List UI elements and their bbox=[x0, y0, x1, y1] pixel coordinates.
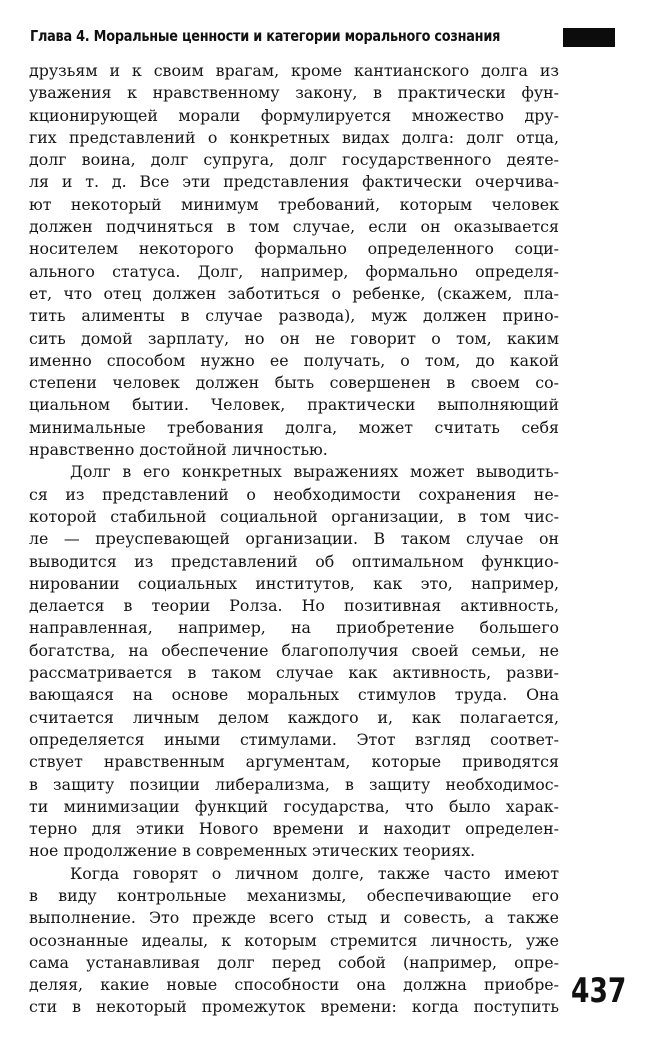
body-text bbox=[29, 60, 559, 1019]
text-line: делается в теории Ролза. Но позитивная активность, bbox=[29, 596, 559, 616]
text-line: ля и т. д. Все эти представления фактически очерчива- bbox=[29, 172, 559, 192]
header-black-bar bbox=[563, 28, 615, 47]
text-line: ет, что отец должен заботиться о ребенке, (скажем, пла- bbox=[29, 283, 559, 303]
text-line: ют некоторый минимум требований, которым человек bbox=[29, 194, 559, 214]
text-line: ствует нравственным аргументам, которые приводятся bbox=[29, 752, 559, 772]
text-line: богатства, на обеспечение благополучия своей семьи, не bbox=[29, 640, 559, 660]
text-line: ся из представлений о необходимости сохранения не- bbox=[29, 484, 559, 504]
text-line: тить алименты в случае развода), муж должен прино- bbox=[29, 306, 559, 326]
text-line: гих представлений о конкретных видах долга: долг отца, bbox=[29, 127, 559, 147]
text-line: Когда говорят о личном долге, также часто имеют bbox=[70, 863, 559, 883]
text-line: минимальные требования долга, может считать себя bbox=[29, 417, 559, 437]
chapter-title: Глава 4. Моральные ценности и категории морального сознания bbox=[30, 27, 501, 45]
text-line: в защиту позиции либерализма, в защиту необходимос- bbox=[29, 774, 559, 794]
text-line: нравственно достойной личностью. bbox=[29, 440, 328, 460]
text-line: сама устанавливая долг перед собой (например, опре- bbox=[29, 952, 559, 972]
text-line: сти в некоторый промежуток времени: когда поступить bbox=[29, 997, 559, 1017]
text-line: направленная, например, на приобретение большего bbox=[29, 618, 559, 638]
text-line: ле — преуспевающей организации. В таком случае он bbox=[29, 529, 559, 549]
page-number: 437 bbox=[571, 971, 627, 1011]
text-line: должен подчиняться в том случае, если он оказывается bbox=[29, 217, 559, 237]
running-header bbox=[30, 24, 615, 50]
text-line: именно способом нужно ее получать, о том, до какой bbox=[29, 350, 559, 370]
text-line: вающаяся на основе моральных стимулов труда. Она bbox=[29, 685, 559, 705]
text-line: долг воина, долг супруга, долг государственного деяте- bbox=[29, 150, 559, 170]
text-line: терно для этики Нового времени и находит определен- bbox=[29, 819, 559, 839]
text-line: друзьям и к своим врагам, кроме кантианского долга из bbox=[29, 61, 559, 80]
text-line: которой стабильной социальной организации, в том чис- bbox=[29, 506, 559, 526]
text-line: нировании социальных институтов, как это, например, bbox=[29, 573, 559, 593]
text-line: носителем некоторого формально определенного соци- bbox=[29, 239, 559, 259]
text-line: циальном бытии. Человек, практически выполняющий bbox=[29, 395, 559, 415]
text-line: осознанные идеалы, к которым стремится личность, уже bbox=[29, 930, 559, 950]
text-line: ального статуса. Долг, например, формально определя- bbox=[29, 261, 559, 281]
text-line: рассматривается в таком случае как активность, разви- bbox=[29, 663, 559, 683]
text-line: ное продолжение в современных этических теориях. bbox=[29, 841, 476, 861]
text-line: степени человек должен быть совершенен в своем со- bbox=[29, 373, 559, 393]
text-line: ти минимизации функций государства, что было харак- bbox=[29, 796, 559, 816]
text-line: определяется иными стимулами. Этот взгляд соответ- bbox=[29, 729, 559, 749]
text-line: кционирующей морали формулируется множество дру- bbox=[29, 105, 559, 125]
text-line: выводится из представлений об оптимальном функцио- bbox=[29, 551, 559, 571]
text-line: уважения к нравственному закону, в практически фун- bbox=[29, 83, 559, 103]
text-line: сить домой зарплату, но он не говорит о том, каким bbox=[29, 328, 559, 348]
text-line: выполнение. Это прежде всего стыд и совесть, а также bbox=[29, 908, 559, 928]
text-line: деляя, какие новые способности она должна приобре- bbox=[29, 975, 559, 995]
text-line: Долг в его конкретных выражениях может выводить- bbox=[70, 462, 559, 482]
text-line: в виду контрольные механизмы, обеспечивающие его bbox=[29, 885, 559, 905]
text-line: считается личным делом каждого и, как полагается, bbox=[29, 707, 559, 727]
